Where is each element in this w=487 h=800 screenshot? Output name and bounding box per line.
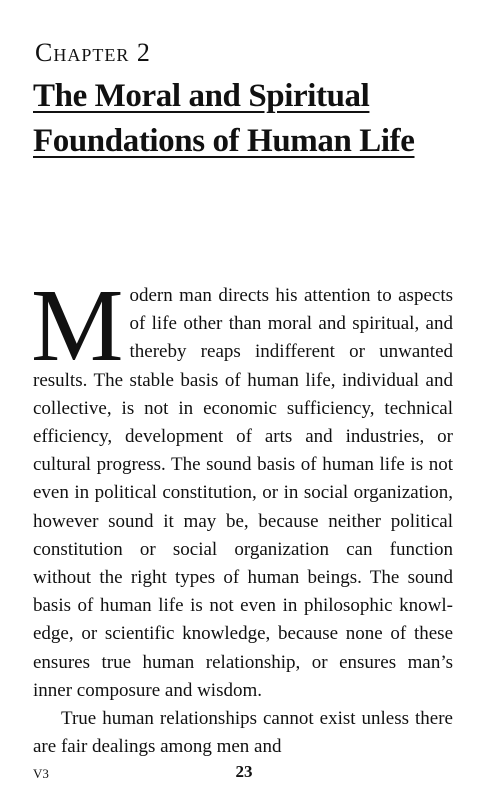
chapter-title-line-2 <box>33 119 473 164</box>
chapter-title-line-1 <box>33 74 473 119</box>
page-number: 23 <box>235 762 253 781</box>
chapter-label: Chapter 2 <box>35 38 151 67</box>
drop-cap: M <box>31 268 124 383</box>
paragraph-2: True human relationships cannot exist unless there are fair dealings among men and <box>33 708 453 758</box>
signature-mark: V3 <box>33 766 49 781</box>
chapter-title-line-1-text: The Moral and Spiritual <box>33 78 370 114</box>
body-text <box>31 268 453 761</box>
paragraph-1 <box>31 268 453 705</box>
chapter-title <box>33 74 473 164</box>
paragraph-1-text: odern man directs his attention to aspects of life other than moral and spiritual, and thereby reaps indifferent or unwanted results. The stable basis of human life, individual and collective, is not in economic sufficiency, technical efficiency, development of arts and industries, or cultural progress. The sound basis of human life is not even in political constitution, or in social organization, however sound it may be, because neither political constitution or social organization can function without the right types of human beings. The sound basis of human life is not even in philosophic knowledge, or scientific knowledge, because none of these ensures true human relationship, or ensures man’s inner composure and wisdom. <box>33 285 453 701</box>
chapter-title-line-2-text: Foundations of Human Life <box>33 123 415 159</box>
